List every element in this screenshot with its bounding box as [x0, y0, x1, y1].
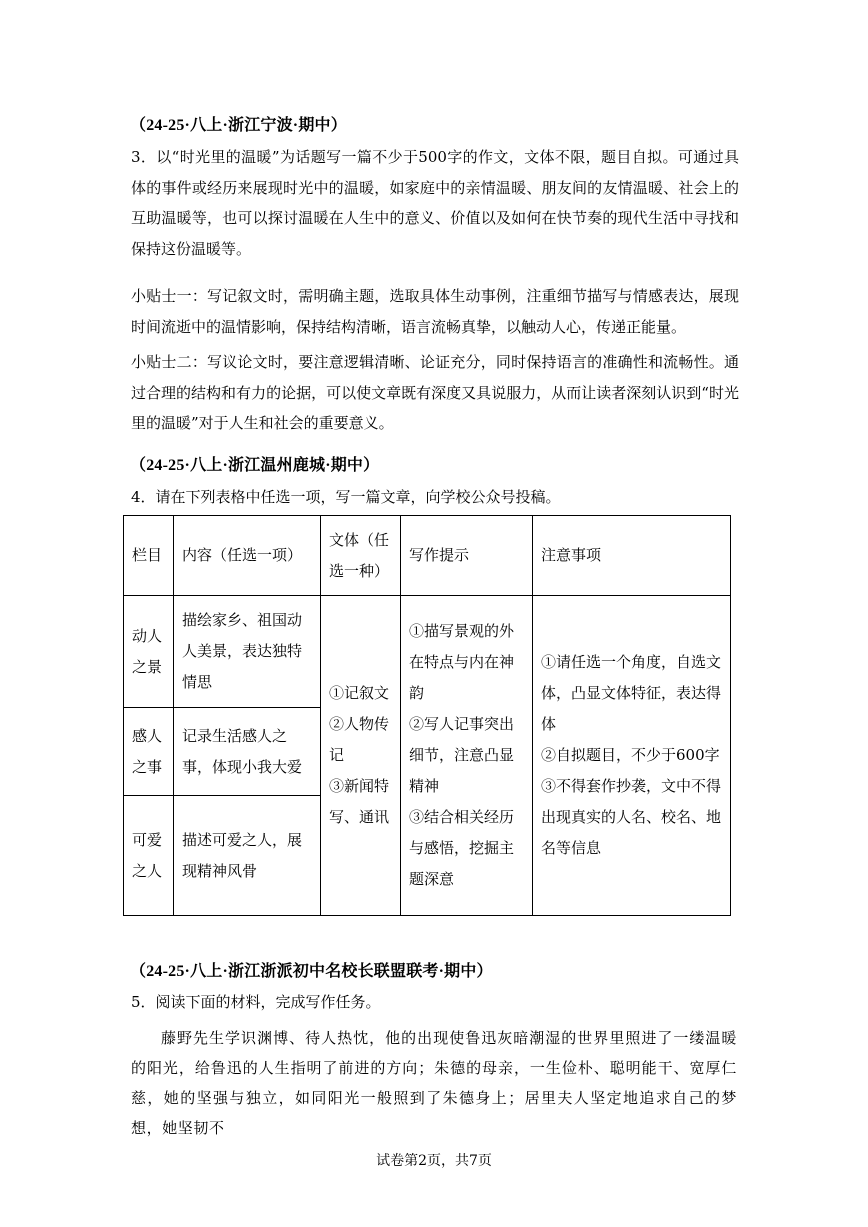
- note-item: ①请任选一个角度，自选文体，凸显文体特征，表达得体: [541, 653, 722, 733]
- q3-tip-one: 小贴士一：写记叙文时，需明确主题，选取具体生动事例，注重细节描写与情感表达，展现时间流逝中的温情影响，保持结构清晰，语言流畅真挚，以触动人心，传递正能量。: [131, 287, 739, 336]
- q3-source: （24-25·八上·浙江宁波·期中）: [130, 117, 347, 134]
- row-column-name: 动人之景: [124, 596, 174, 708]
- q3-tip-two: 小贴士二：写议论文时，要注意逻辑清晰、论证充分，同时保持语言的准确性和流畅性。通过合理的结构和有力的论据，可以使文章既有深度又具说服力，从而让读者深刻认识到“时光里的温暖”对于人生和社会的重要意义。: [131, 353, 739, 432]
- genre-cell: [321, 596, 401, 916]
- row-content: 记录生活感人之事，体现小我大爱: [174, 708, 321, 796]
- genre-item: ③新闻特写、通讯: [329, 777, 390, 826]
- row-column-name: 可爱之人: [124, 796, 174, 916]
- table-row: [124, 596, 731, 708]
- q4-source: （24-25·八上·浙江温州鹿城·期中）: [130, 457, 380, 474]
- note-item: ③不得套作抄袭，文中不得出现真实的人名、校名、地名等信息: [541, 777, 722, 857]
- table-header-row: [124, 516, 731, 596]
- hint-item: ②写人记事突出细节，注意凸显精神: [409, 715, 515, 795]
- row-content: 描绘家乡、祖国动人美景，表达独特情思: [174, 596, 321, 708]
- header-column: 栏目: [124, 516, 174, 596]
- q3-prompt: 3．以“时光里的温暖”为话题写一篇不少于500字的作文，文体不限，题目自拟。可通过具体的事件或经历来展现时光中的温暖，如家庭中的亲情温暖、朋友间的友情温暖、社会上的互助温暖等，也可以探讨温暖在人生中的意义、价值以及如何在快节奏的现代生活中寻找和保持这份温暖等。: [131, 148, 739, 258]
- header-notes: 注意事项: [533, 516, 731, 596]
- row-column-name: 感人之事: [124, 708, 174, 796]
- page-footer: 试卷第2页，共7页: [376, 1153, 492, 1169]
- header-content: 内容（任选一项）: [174, 516, 321, 596]
- genre-item: ②人物传记: [329, 715, 390, 764]
- hints-cell: [401, 596, 533, 916]
- q5-prompt: 5．阅读下面的材料，完成写作任务。: [131, 993, 381, 1011]
- writing-options-table: [123, 515, 731, 916]
- q5-material: 藤野先生学识渊博、待人热忱，他的出现使鲁迅灰暗潮湿的世界里照进了一缕温暖的阳光，给鲁迅的人生指明了前进的方向；朱德的母亲，一生俭朴、聪明能干、宽厚仁慈，她的坚强与独立，如同阳光一般照到了朱德身上；居里夫人坚定地追求自己的梦想，她坚韧不: [131, 1029, 737, 1137]
- q5-source: （24-25·八上·浙江浙派初中名校长联盟联考·期中）: [130, 963, 493, 980]
- hint-item: ③结合相关经历与感悟，挖掘主题深意: [409, 808, 515, 888]
- note-item: ②自拟题目，不少于600字: [541, 746, 720, 764]
- hint-item: ①描写景观的外在特点与内在神韵: [409, 622, 515, 702]
- notes-cell: [533, 596, 731, 916]
- q4-prompt: 4．请在下列表格中任选一项，写一篇文章，向学校公众号投稿。: [131, 488, 561, 506]
- header-hints: 写作提示: [401, 516, 533, 596]
- genre-item: ①记叙文: [329, 684, 390, 702]
- row-content: 描述可爱之人，展现精神风骨: [174, 796, 321, 916]
- header-genre: 文体（任选一种）: [321, 516, 401, 596]
